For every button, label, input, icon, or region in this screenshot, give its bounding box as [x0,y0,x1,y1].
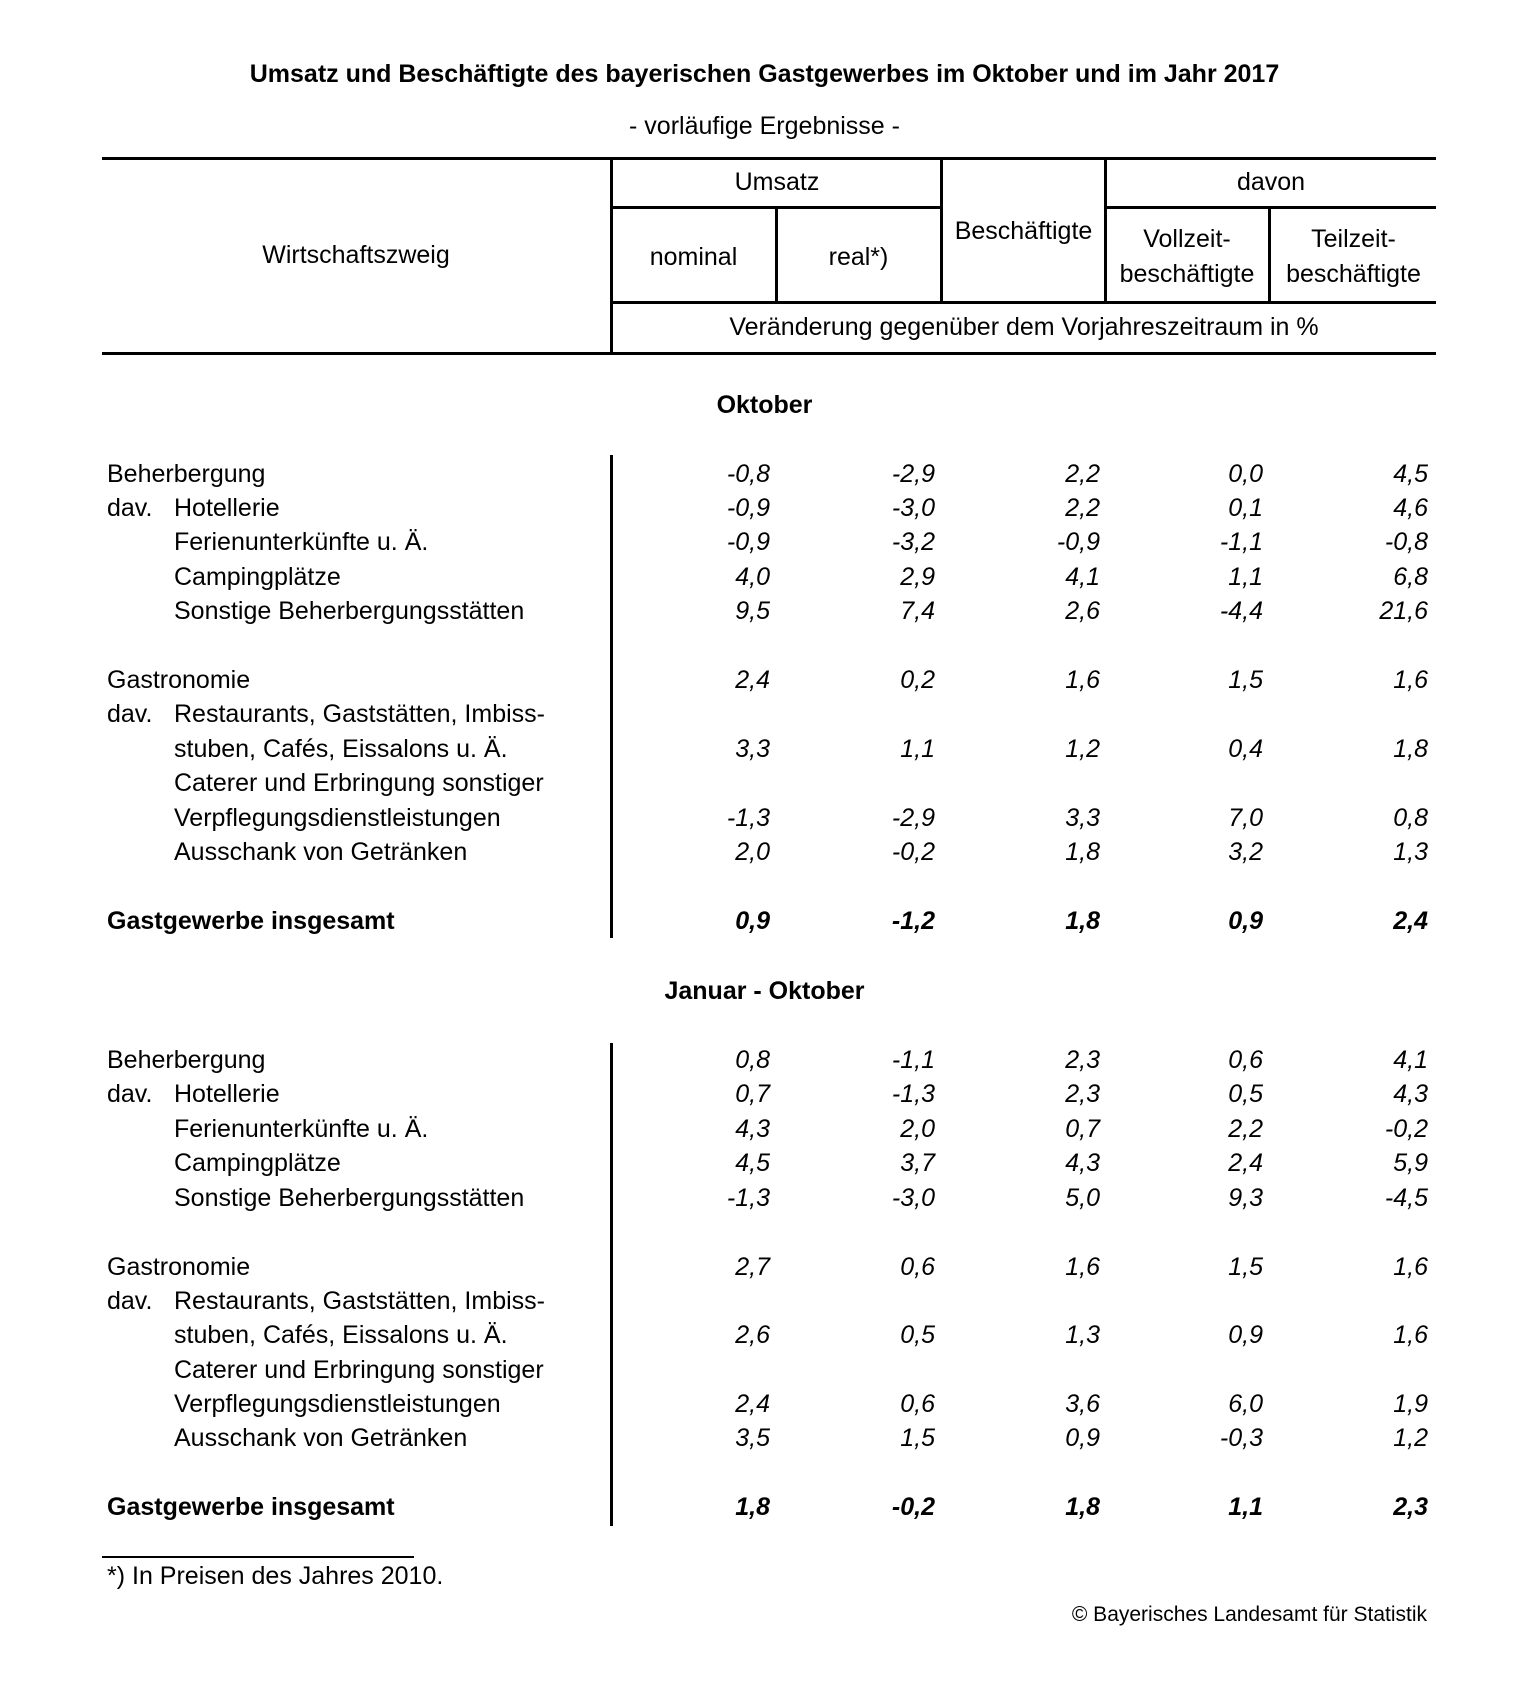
cell-real: -1,2 [891,907,935,935]
row-label: Ferienunterkünfte u. Ä. [174,1115,429,1143]
row-label: Sonstige Beherbergungsstätten [174,1184,525,1212]
cell-vollzeit: 1,5 [1228,1253,1263,1281]
cell-nominal: -0,9 [726,528,770,556]
header-mid-rule [612,301,1436,304]
cell-teilzeit: 1,6 [1393,666,1428,694]
header-top-rule [102,157,1436,160]
cell-nominal: -1,3 [726,804,770,832]
row-label: Restaurants, Gaststätten, Imbiss- [174,700,545,728]
cell-real: 2,0 [900,1115,935,1143]
header-nominal: nominal [649,243,738,271]
cell-teilzeit: 1,8 [1393,735,1428,763]
header-vollzeit-1: Vollzeit- [1143,225,1231,253]
table-row [0,1387,1529,1421]
row-label: Verpflegungsdienstleistungen [174,804,501,832]
cell-real: 3,7 [900,1149,935,1177]
cell-teilzeit: 1,3 [1393,838,1428,866]
cell-beschaeftigte: 2,3 [1065,1080,1100,1108]
row-label: Ausschank von Getränken [174,838,468,866]
cell-teilzeit: 4,1 [1393,1046,1428,1074]
table-row [0,1181,1529,1215]
copyright: © Bayerisches Landesamt für Statistik [1071,1603,1427,1626]
cell-beschaeftigte: 0,9 [1065,1424,1100,1452]
cell-beschaeftigte: 1,8 [1065,838,1100,866]
cell-vollzeit: 2,4 [1228,1149,1263,1177]
cell-nominal: 2,0 [735,838,770,866]
cell-vollzeit: 0,1 [1228,494,1263,522]
cell-real: 0,5 [900,1321,935,1349]
row-label: Ferienunterkünfte u. Ä. [174,528,429,556]
cell-beschaeftigte: 1,6 [1065,1253,1100,1281]
cell-beschaeftigte: 2,2 [1065,460,1100,488]
cell-teilzeit: 6,8 [1393,563,1428,591]
cell-real: -1,3 [891,1080,935,1108]
cell-beschaeftigte: 4,1 [1065,563,1100,591]
cell-vollzeit: 0,9 [1228,1321,1263,1349]
row-label: Gastgewerbe insgesamt [107,1493,395,1521]
cell-real: -3,0 [891,494,935,522]
table-row [0,1077,1529,1111]
cell-beschaeftigte: 1,8 [1065,1493,1100,1521]
cell-real: 0,6 [900,1390,935,1418]
row-dav: dav. [107,700,153,728]
row-label: Verpflegungsdienstleistungen [174,1390,501,1418]
cell-real: 2,9 [900,563,935,591]
cell-real: 0,2 [900,666,935,694]
cell-vollzeit: -4,4 [1219,597,1263,625]
cell-teilzeit: 1,2 [1393,1424,1428,1452]
row-label: Caterer und Erbringung sonstiger [174,1356,544,1384]
cell-nominal: 0,9 [735,907,770,935]
table-row [0,457,1529,491]
table-row [0,594,1529,628]
cell-real: 1,1 [900,735,935,763]
cell-vollzeit: 0,9 [1228,907,1263,935]
cell-real: 7,4 [900,597,935,625]
cell-vollzeit: -1,1 [1219,528,1263,556]
cell-nominal: 2,7 [735,1253,770,1281]
row-label: Gastronomie [107,1253,251,1281]
header-wirtschaftszweig: Wirtschaftszweig [262,241,450,269]
table-row [0,766,1529,800]
row-label: stuben, Cafés, Eissalons u. Ä. [174,735,508,763]
cell-vollzeit: 1,1 [1228,563,1263,591]
cell-vollzeit: 3,2 [1228,838,1263,866]
cell-teilzeit: 4,3 [1393,1080,1428,1108]
cell-nominal: 0,8 [735,1046,770,1074]
cell-teilzeit: -4,5 [1384,1184,1428,1212]
cell-vollzeit: 0,0 [1228,460,1263,488]
row-dav: dav. [107,494,153,522]
row-dav: dav. [107,1080,153,1108]
table-row [0,1146,1529,1180]
table-row [0,1112,1529,1146]
table-row [0,491,1529,525]
row-dav: dav. [107,1287,153,1315]
cell-teilzeit: 1,9 [1393,1390,1428,1418]
table-row [0,835,1529,869]
cell-nominal: 4,0 [735,563,770,591]
row-label: Campingplätze [174,1149,341,1177]
table-row [0,801,1529,835]
cell-real: -0,2 [891,838,935,866]
cell-teilzeit: 0,8 [1393,804,1428,832]
table-row [0,1284,1529,1318]
table-row [0,525,1529,559]
cell-vollzeit: 9,3 [1228,1184,1263,1212]
cell-real: 1,5 [900,1424,935,1452]
cell-teilzeit: 5,9 [1393,1149,1428,1177]
cell-teilzeit: 2,4 [1393,907,1428,935]
section-title-oktober: Oktober [716,391,813,419]
cell-real: -2,9 [891,804,935,832]
cell-teilzeit: 21,6 [1379,597,1428,625]
header-real: real*) [828,243,889,271]
cell-beschaeftigte: -0,9 [1056,528,1100,556]
cell-nominal: 3,3 [735,735,770,763]
header-vollzeit-2: beschäftigte [1119,260,1255,288]
table-row [0,560,1529,594]
cell-vollzeit: 1,1 [1228,1493,1263,1521]
row-label: stuben, Cafés, Eissalons u. Ä. [174,1321,508,1349]
header-bottom-rule [102,352,1436,355]
cell-nominal: 4,3 [735,1115,770,1143]
section-title-januar-oktober: Januar - Oktober [664,977,865,1005]
row-label: Restaurants, Gaststätten, Imbiss- [174,1287,545,1315]
cell-teilzeit: -0,2 [1384,1115,1428,1143]
table-row [0,1421,1529,1455]
table-row [0,697,1529,731]
cell-beschaeftigte: 2,6 [1065,597,1100,625]
cell-real: -3,2 [891,528,935,556]
cell-teilzeit: 4,6 [1393,494,1428,522]
cell-beschaeftigte: 3,3 [1065,804,1100,832]
cell-beschaeftigte: 1,6 [1065,666,1100,694]
cell-beschaeftigte: 0,7 [1065,1115,1100,1143]
row-label: Beherbergung [107,1046,266,1074]
table-row [0,732,1529,766]
table-row [0,1318,1529,1352]
cell-vollzeit: 0,6 [1228,1046,1263,1074]
table-row [0,1043,1529,1077]
footnote: *) In Preisen des Jahres 2010. [107,1562,444,1590]
cell-beschaeftigte: 1,3 [1065,1321,1100,1349]
cell-teilzeit: 4,5 [1393,460,1428,488]
page-subtitle: - vorläufige Ergebnisse - [629,112,900,140]
cell-nominal: -0,9 [726,494,770,522]
cell-vollzeit: 7,0 [1228,804,1263,832]
page-title: Umsatz und Beschäftigte des bayerischen Gastgewerbes im Oktober und im Jahr 2017 [249,60,1280,88]
cell-nominal: 9,5 [735,597,770,625]
cell-teilzeit: 2,3 [1393,1493,1428,1521]
cell-nominal: -1,3 [726,1184,770,1212]
footnote-rule [102,1556,414,1558]
cell-nominal: 3,5 [735,1424,770,1452]
table-row-total [0,904,1529,938]
cell-nominal: 2,6 [735,1321,770,1349]
cell-nominal: 2,4 [735,1390,770,1418]
cell-vollzeit: 0,4 [1228,735,1263,763]
cell-real: 0,6 [900,1253,935,1281]
cell-beschaeftigte: 1,8 [1065,907,1100,935]
header-teilzeit-1: Teilzeit- [1311,225,1396,253]
cell-teilzeit: 1,6 [1393,1253,1428,1281]
row-label: Sonstige Beherbergungsstätten [174,597,525,625]
cell-beschaeftigte: 4,3 [1065,1149,1100,1177]
cell-nominal: 0,7 [735,1080,770,1108]
cell-beschaeftigte: 2,3 [1065,1046,1100,1074]
header-beschaeftigte: Beschäftigte [954,217,1093,245]
table-row [0,1250,1529,1284]
cell-beschaeftigte: 5,0 [1065,1184,1100,1212]
cell-vollzeit: 0,5 [1228,1080,1263,1108]
header-umsatz: Umsatz [734,168,820,196]
row-label: Hotellerie [174,1080,280,1108]
header-teilzeit-2: beschäftigte [1286,260,1421,288]
cell-vollzeit: 2,2 [1228,1115,1263,1143]
row-label: Ausschank von Getränken [174,1424,468,1452]
cell-real: -2,9 [891,460,935,488]
row-label: Beherbergung [107,460,266,488]
row-label: Hotellerie [174,494,280,522]
row-label: Caterer und Erbringung sonstiger [174,769,544,797]
cell-beschaeftigte: 3,6 [1065,1390,1100,1418]
cell-nominal: -0,8 [726,460,770,488]
cell-nominal: 4,5 [735,1149,770,1177]
header-veraenderung: Veränderung gegenüber dem Vorjahreszeitraum in % [729,313,1319,341]
cell-vollzeit: 1,5 [1228,666,1263,694]
cell-nominal: 2,4 [735,666,770,694]
cell-vollzeit: -0,3 [1219,1424,1263,1452]
row-label: Campingplätze [174,563,341,591]
cell-nominal: 1,8 [735,1493,770,1521]
cell-beschaeftigte: 1,2 [1065,735,1100,763]
table-row [0,1353,1529,1387]
row-label: Gastronomie [107,666,251,694]
table-row [0,663,1529,697]
row-label: Gastgewerbe insgesamt [107,907,395,935]
cell-vollzeit: 6,0 [1228,1390,1263,1418]
cell-teilzeit: 1,6 [1393,1321,1428,1349]
table-row-total [0,1490,1529,1524]
cell-teilzeit: -0,8 [1384,528,1428,556]
cell-beschaeftigte: 2,2 [1065,494,1100,522]
cell-real: -0,2 [891,1493,935,1521]
cell-real: -3,0 [891,1184,935,1212]
header-davon: davon [1236,168,1306,196]
cell-real: -1,1 [891,1046,935,1074]
